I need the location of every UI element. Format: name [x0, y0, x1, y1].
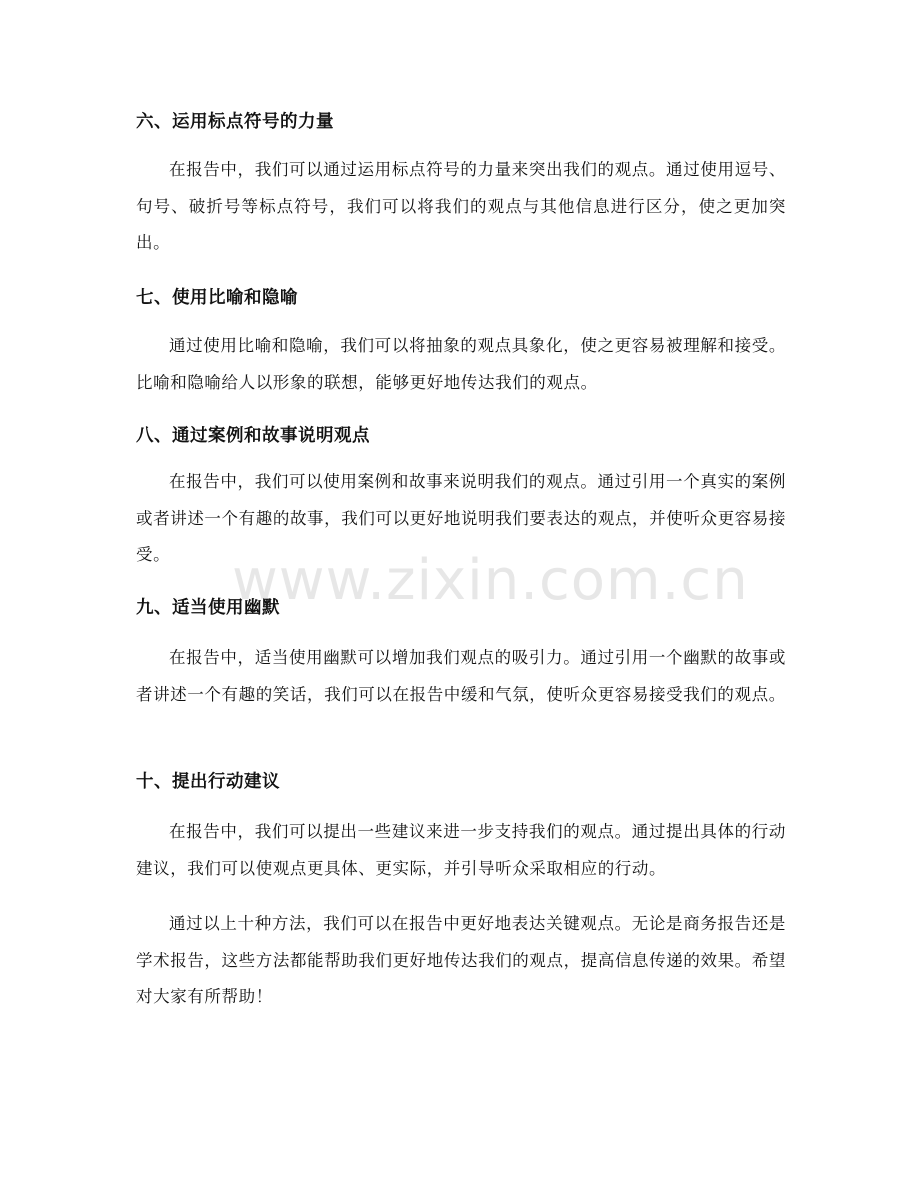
section-8-body: 在报告中，我们可以使用案例和故事来说明我们的观点。通过引用一个真实的案例或者讲述一个有趣的故事，我们可以更好地说明我们要表达的观点，并使听众更容易接受。	[136, 472, 786, 564]
section-7-heading: 七、使用比喻和隐喻	[136, 288, 298, 308]
watermark-text: www.zixin.com.cn	[232, 548, 749, 613]
conclusion-paragraph: 通过以上十种方法，我们可以在报告中更好地表达关键观点。无论是商务报告还是学术报告，这些方法都能帮助我们更好地传达我们的观点，提高信息传递的效果。希望对大家有所帮助！	[136, 914, 786, 1006]
section-7-body: 通过使用比喻和隐喻，我们可以将抽象的观点具象化，使之更容易被理解和接受。比喻和隐喻给人以形象的联想，能够更好地传达我们的观点。	[136, 336, 786, 392]
section-8-heading: 八、通过案例和故事说明观点	[136, 426, 370, 446]
section-6-body: 在报告中，我们可以通过运用标点符号的力量来突出我们的观点。通过使用逗号、句号、破折号等标点符号，我们可以将我们的观点与其他信息进行区分，使之更加突出。	[136, 160, 786, 252]
section-10-heading: 十、提出行动建议	[136, 772, 280, 792]
section-6-heading: 六、运用标点符号的力量	[136, 112, 334, 132]
section-9-heading: 九、适当使用幽默	[136, 598, 280, 618]
section-10-body: 在报告中，我们可以提出一些建议来进一步支持我们的观点。通过提出具体的行动建议，我们可以使观点更具体、更实际，并引导听众采取相应的行动。	[136, 822, 786, 878]
section-9-body: 在报告中，适当使用幽默可以增加我们观点的吸引力。通过引用一个幽默的故事或者讲述一个有趣的笑话，我们可以在报告中缓和气氛，使听众更容易接受我们的观点。	[136, 648, 786, 704]
